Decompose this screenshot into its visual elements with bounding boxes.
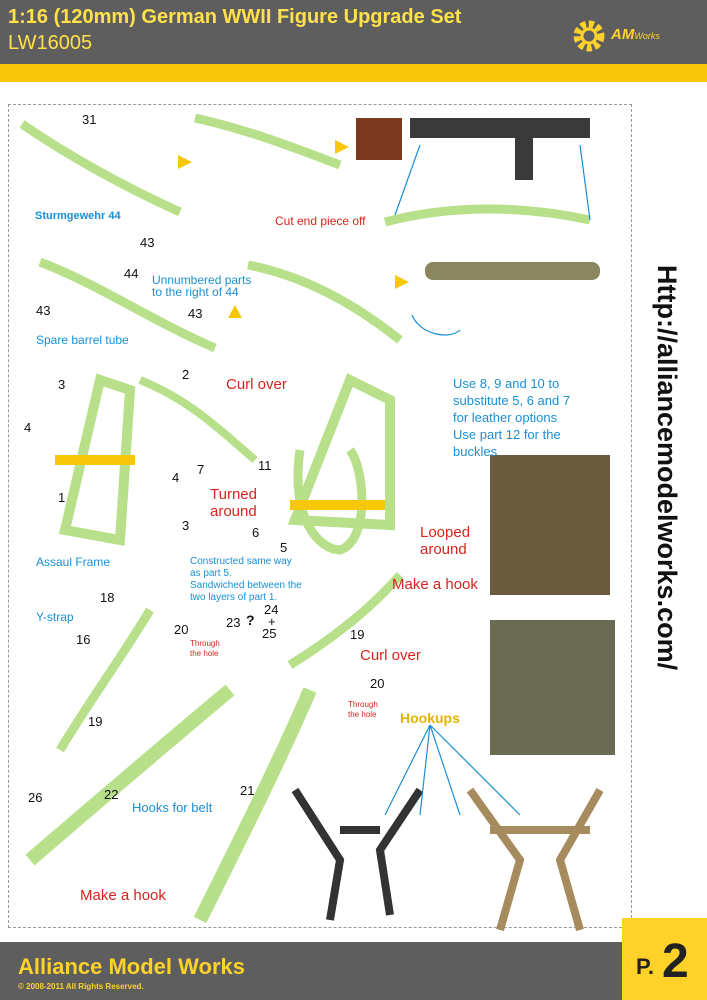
label-constructed-2: as part 5.: [190, 568, 232, 579]
arrow-right-3: [395, 275, 409, 289]
part-19-a: 19: [88, 714, 103, 729]
strap-22: [30, 690, 230, 860]
question-badge: ?: [246, 612, 255, 628]
footer-bar: [0, 942, 707, 1000]
frame-hatch-1: [55, 455, 135, 465]
part-7: 7: [197, 462, 205, 477]
label-looped-1: Looped: [420, 524, 471, 541]
leather-options-note: Use 8, 9 and 10 to substitute 5, 6 and 7 for leather options Use part 12 for the buckles: [453, 376, 571, 459]
label-spare-barrel: Spare barrel tube: [36, 333, 129, 347]
pointer-line-2: [580, 145, 590, 220]
label-cut-end: Cut end piece off: [275, 214, 366, 228]
page-prefix: P.: [636, 954, 654, 979]
part-5: 5: [280, 540, 288, 555]
arrow-right-1: [178, 155, 192, 169]
plus-sign: +: [268, 614, 276, 629]
logo-text: AMWorks: [611, 26, 660, 43]
strap-31b: [195, 118, 340, 165]
page-number: 2: [662, 935, 689, 988]
part-11: 11: [258, 458, 272, 473]
part-20-b: 20: [370, 676, 385, 691]
part-22: 22: [104, 787, 119, 802]
rifle-mag: [515, 135, 533, 180]
arrow-right-2: [335, 140, 349, 154]
label-constructed-1: Constructed same way: [190, 556, 292, 567]
part-23: 23: [226, 615, 241, 630]
barrel-tube: [425, 262, 600, 280]
label-turned-1: Turned: [210, 486, 257, 503]
label-y-strap: Y-strap: [36, 610, 74, 624]
part-3-a: 3: [58, 377, 66, 392]
label-unnumbered-2: to the right of 44: [152, 285, 239, 299]
strap-tube-b: [248, 265, 400, 340]
part-24: 24: [264, 602, 279, 617]
label-curl-over-2: Curl over: [360, 647, 421, 664]
part-1: 1: [58, 490, 66, 505]
frame-hatch-2: [290, 500, 385, 510]
pointer-line-3: [412, 315, 460, 335]
label-make-hook-1: Make a hook: [392, 576, 478, 593]
backpack-photo-2: [490, 620, 615, 755]
label-constructed-3: Sandwiched between the: [190, 580, 302, 591]
part-19-b: 19: [350, 627, 365, 642]
strap-18: [60, 610, 150, 750]
ystrap-photo-black: [295, 790, 420, 920]
part-4-b: 4: [172, 470, 180, 485]
part-43-b: 43: [36, 303, 51, 318]
part-31: 31: [82, 112, 97, 127]
rifle-stock: [356, 118, 402, 160]
part-16: 16: [76, 632, 91, 647]
footer-brand: Alliance Model Works: [18, 954, 245, 979]
label-unnumbered-1: Unnumbered parts: [152, 273, 252, 287]
footer-copyright: © 2008-2011 All Rights Reserved.: [18, 982, 144, 991]
strap-21: [200, 690, 310, 920]
label-turned-2: around: [210, 503, 257, 520]
label-assault-frame: Assaul Frame: [36, 555, 111, 569]
label-through-1b: the hole: [190, 649, 219, 658]
label-curl-over-1: Curl over: [226, 376, 287, 393]
label-through-1a: Through: [190, 639, 220, 648]
part-4-a: 4: [24, 420, 32, 435]
part-43-c: 43: [188, 306, 203, 321]
label-hookups: Hookups: [400, 710, 460, 726]
label-sturmgewehr: Sturmgewehr 44: [35, 210, 121, 222]
part-44: 44: [124, 266, 139, 281]
label-through-2b: the hole: [348, 710, 377, 719]
page-number-badge: [622, 918, 707, 1000]
label-looped-2: around: [420, 541, 467, 558]
rifle-body: [410, 118, 590, 138]
part-2: 2: [182, 367, 190, 382]
part-3-b: 3: [182, 518, 190, 533]
label-through-2a: Through: [348, 700, 378, 709]
ystrap-photo-brown: [470, 790, 600, 930]
website-url-vertical[interactable]: Http://alliancemodelworks.com/: [652, 265, 682, 671]
label-constructed-4: two layers of part 1.: [190, 592, 278, 603]
part-18: 18: [100, 590, 115, 605]
product-code: LW16005: [8, 32, 93, 54]
arrow-right-4: [228, 305, 242, 318]
part-6: 6: [252, 525, 260, 540]
label-hooks-for-belt: Hooks for belt: [132, 800, 213, 815]
part-26: 26: [28, 790, 43, 805]
backpack-photo-1: [490, 455, 610, 595]
strap-31: [22, 124, 180, 212]
part-20-a: 20: [174, 622, 189, 637]
part-21: 21: [240, 783, 255, 798]
part-25: 25: [262, 626, 277, 641]
product-title: 1:16 (120mm) German WWII Figure Upgrade Set: [8, 6, 462, 28]
part-43-a: 43: [140, 235, 155, 250]
strap-sling: [385, 209, 590, 222]
label-make-hook-2: Make a hook: [80, 887, 166, 904]
